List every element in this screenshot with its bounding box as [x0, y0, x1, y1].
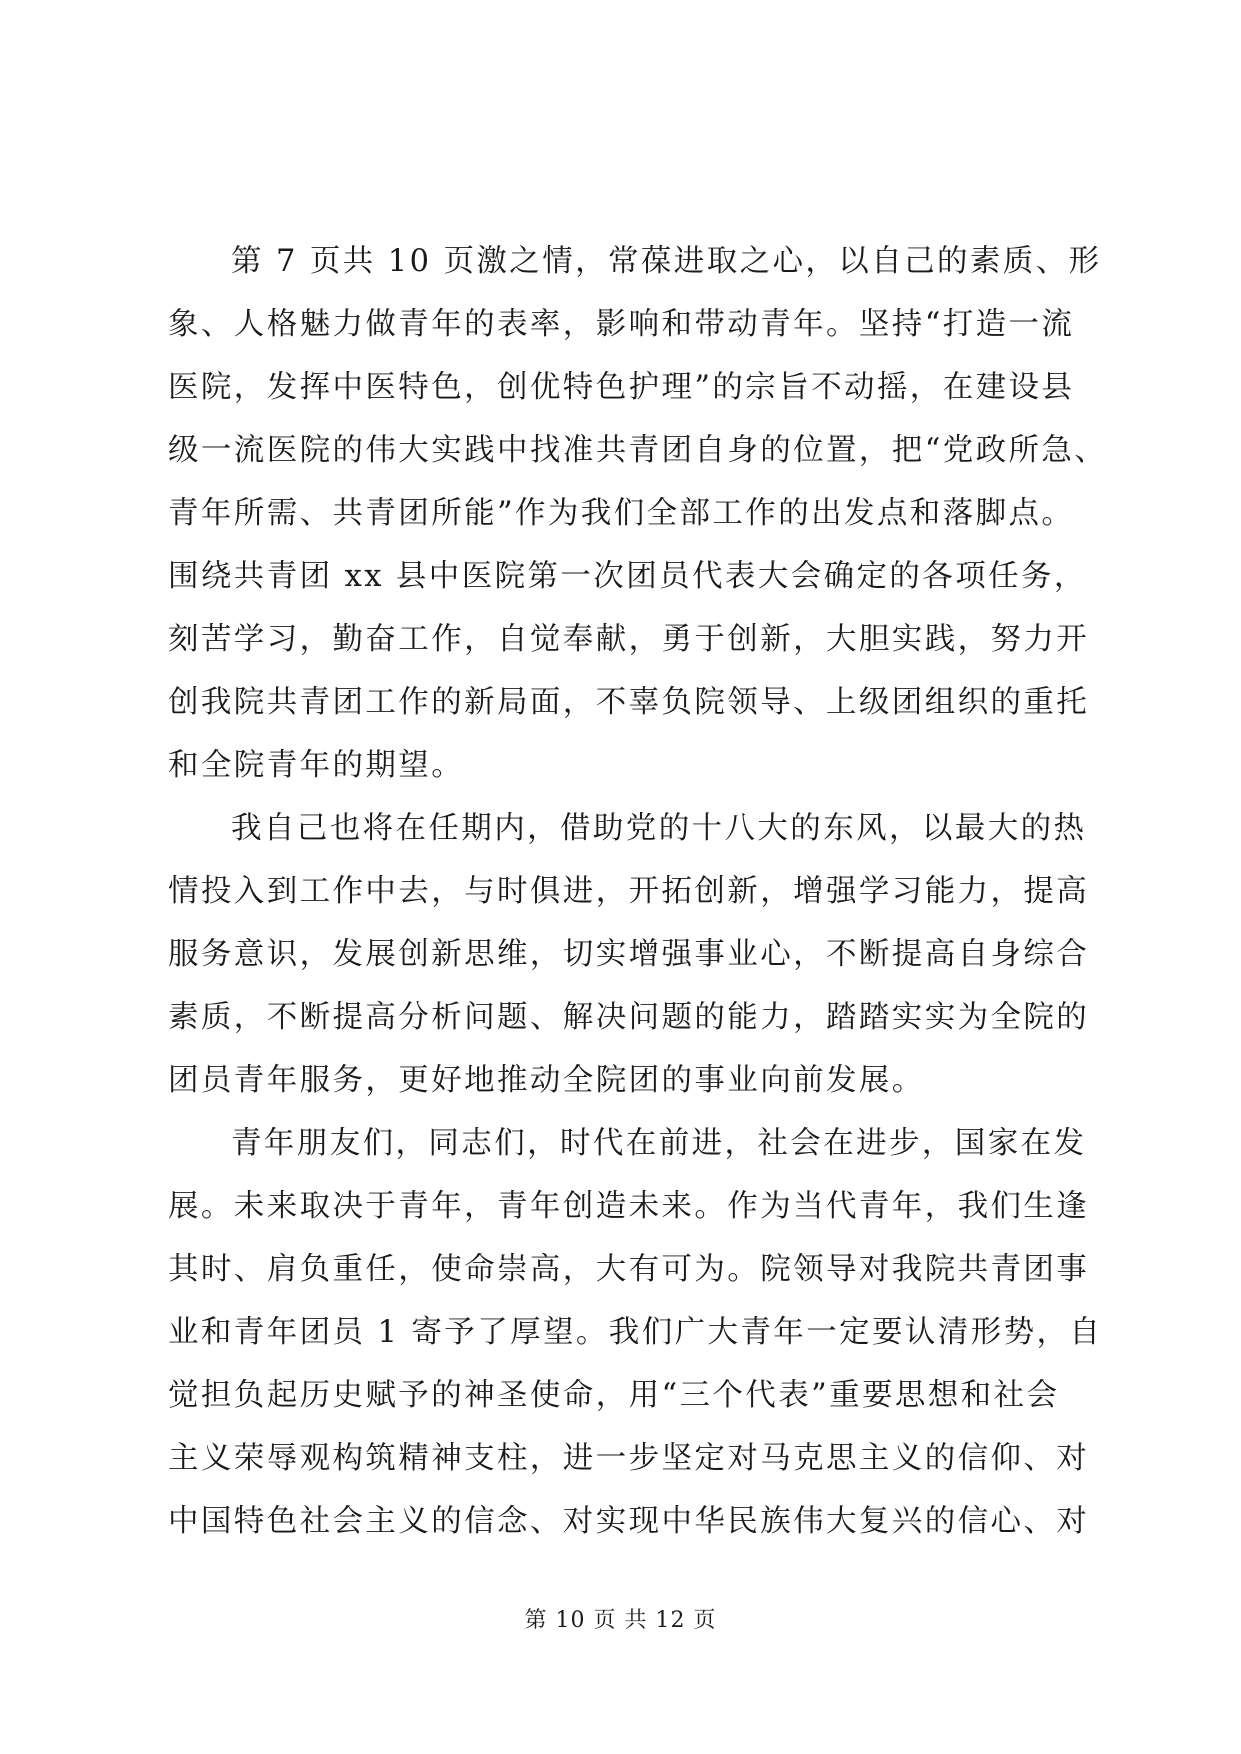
text-line: 医院，发挥中医特色，创优特色护理”的宗旨不动摇，在建设县 — [168, 370, 1075, 405]
text-line: 中国特色社会主义的信念、对实现中华民族伟大复兴的信心、对 — [168, 1504, 1090, 1539]
text-line: 情投入到工作中去，与时俱进，开拓创新，增强学习能力，提高 — [168, 874, 1090, 909]
text-line: 服务意识，发展创新思维，切实增强事业心，不断提高自身综合 — [168, 937, 1090, 972]
text-line: 第 7 页共 10 页激之情，常葆进取之心，以自己的素质、形 — [231, 244, 1102, 279]
page-footer — [0, 1606, 1241, 1636]
page-number-label: 第 10 页 共 12 页 — [524, 1608, 717, 1633]
paragraph-2 — [168, 797, 1088, 1112]
text-line: 素质，不断提高分析问题、解决问题的能力，踏踏实实为全院的 — [168, 1000, 1090, 1035]
text-line: 团员青年服务，更好地推动全院团的事业向前发展。 — [168, 1063, 925, 1098]
text-line: 创我院共青团工作的新局面，不辜负院领导、上级团组织的重托 — [168, 685, 1090, 720]
text-line: 青年所需、共青团所能”作为我们全部工作的出发点和落脚点。 — [168, 496, 1075, 531]
text-line: 我自己也将在任期内，借助党的十八大的东风，以最大的热 — [231, 811, 1087, 846]
body-text — [168, 230, 1108, 1553]
text-line: 业和青年团员 1 寄予了厚望。我们广大青年一定要认清形势，自 — [168, 1315, 1103, 1350]
text-line: 其时、肩负重任，使命崇高，大有可为。院领导对我院共青团事 — [168, 1252, 1090, 1287]
text-line: 围绕共青团 xx 县中医院第一次团员代表大会确定的各项任务， — [168, 559, 1087, 594]
text-line: 青年朋友们，同志们，时代在前进，社会在进步，国家在发 — [231, 1126, 1087, 1161]
text-line: 象、人格魅力做青年的表率，影响和带动青年。坚持“打造一流 — [168, 307, 1075, 342]
text-line: 主义荣辱观构筑精神支柱，进一步坚定对马克思主义的信仰、对 — [168, 1441, 1090, 1476]
text-line: 刻苦学习，勤奋工作，自觉奉献，勇于创新，大胆实践，努力开 — [168, 622, 1090, 657]
text-line: 觉担负起历史赋予的神圣使命，用“三个代表”重要思想和社会 — [168, 1378, 1060, 1413]
paragraph-1 — [168, 230, 1108, 797]
text-line: 级一流医院的伟大实践中找准共青团自身的位置，把“党政所急、 — [168, 433, 1108, 468]
text-line: 展。未来取决于青年，青年创造未来。作为当代青年，我们生逢 — [168, 1189, 1090, 1224]
text-line: 和全院青年的期望。 — [168, 748, 465, 783]
paragraph-3 — [168, 1112, 1103, 1553]
